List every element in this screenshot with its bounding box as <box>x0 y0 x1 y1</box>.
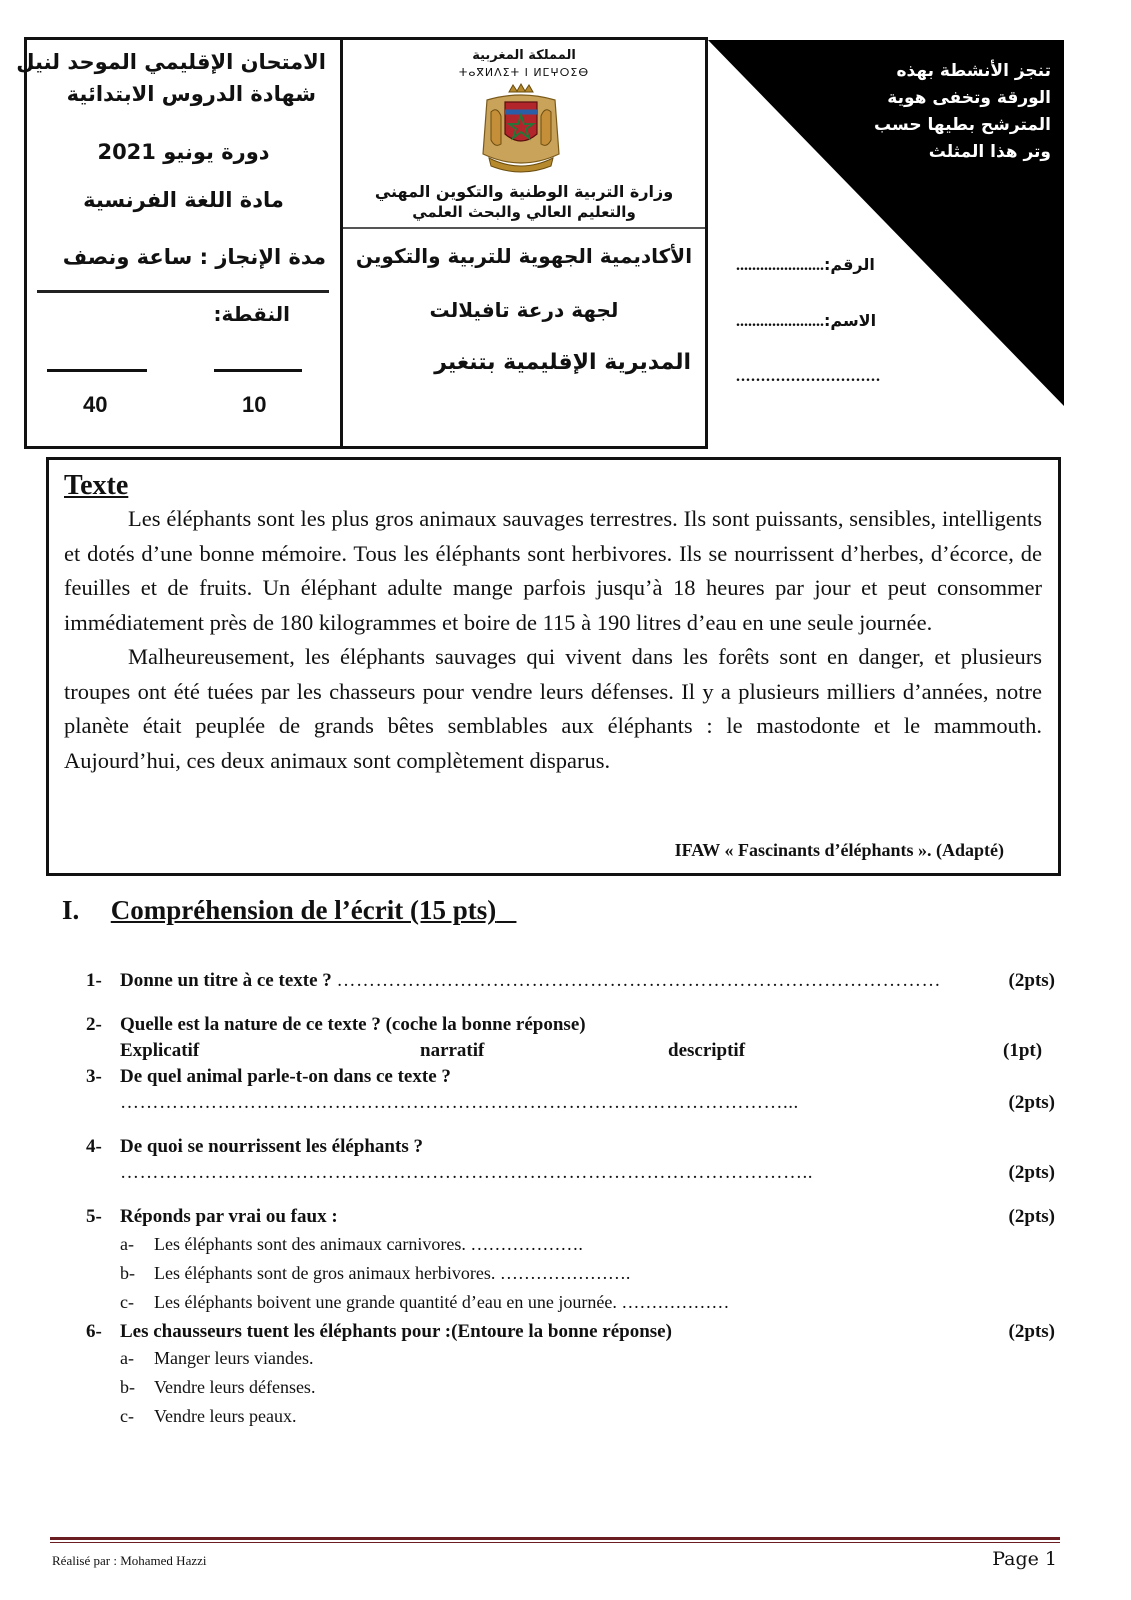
question-1-points: (2pts) <box>1008 970 1055 991</box>
question-3-text: De quel animal parle-t-on dans ce texte ? <box>120 1066 451 1087</box>
score-total-40: 40 <box>83 392 108 417</box>
footer-page-number: Page 1 <box>992 1548 1057 1570</box>
text-paragraph-2: Malheureusement, les éléphants sauvages qui vivent dans les forêts sont en danger, et plusieurs troupes ont été tuées par les chasseurs pour vendre leurs défenses. Il y a plusieurs milliers d’années, notre planète était peuplée de grands bêtes semblables aux éléphants : le mastodonte et le mammouth. Aujourd’hui, ces deux animaux sont complètement disparus. <box>64 644 1042 773</box>
question-4-answer-row <box>86 1162 1061 1184</box>
item-text: Les éléphants boivent une grande quantité d’eau en une journée. ……………… <box>154 1292 730 1312</box>
candidate-number-dots: ...................... <box>736 257 824 274</box>
section-title: Compréhension de l’écrit (15 pts) <box>110 895 497 925</box>
candidate-extra-field[interactable] <box>736 366 881 386</box>
candidate-number-field[interactable] <box>736 255 875 275</box>
fold-instruction-line3: المترشح بطيها حسب <box>874 115 1051 135</box>
item-letter: c- <box>120 1406 134 1426</box>
exam-header-box <box>16 37 708 449</box>
academy-line1: الأكاديمية الجهوية للتربية والتكوين <box>355 244 693 268</box>
question-5-item-b[interactable] <box>120 1263 630 1284</box>
question-5-text: Réponds par vrai ou faux : <box>120 1206 338 1227</box>
question-4 <box>86 1136 1061 1158</box>
item-letter: a- <box>120 1348 134 1368</box>
footer-author: Réalisé par : Mohamed Hazzi <box>52 1553 207 1568</box>
section-heading <box>62 895 516 926</box>
candidate-number-label: الرقم: <box>824 255 875 274</box>
question-5-number: 5- <box>86 1206 102 1227</box>
option-descriptif[interactable]: descriptif <box>668 1040 746 1061</box>
candidate-extra-dots: ............................. <box>736 368 881 385</box>
candidate-name-dots: ...................... <box>736 313 824 330</box>
exam-info-cell <box>16 40 340 446</box>
academy-line2: لجهة درعة تافيلالت <box>429 298 619 322</box>
question-5-item-a[interactable] <box>120 1234 583 1255</box>
question-6-item-a[interactable] <box>120 1348 313 1369</box>
question-1 <box>86 970 1061 992</box>
institution-cell <box>343 40 705 446</box>
question-4-points: (2pts) <box>1008 1162 1055 1183</box>
question-3-answer-row <box>86 1092 1061 1114</box>
exam-session: دورة يونيو 2021 <box>97 140 270 164</box>
question-6-item-b[interactable] <box>120 1377 315 1398</box>
score-line-right <box>214 369 302 372</box>
item-text: Vendre leurs peaux. <box>154 1406 297 1426</box>
score-label: النقطة: <box>213 302 290 326</box>
ministry-line1: وزارة التربية الوطنية والتكوين المهني <box>374 182 674 201</box>
footer-rule-thick <box>50 1537 1060 1540</box>
score-line-left <box>47 369 147 372</box>
question-2-number: 2- <box>86 1014 102 1035</box>
cell-divider <box>37 290 329 293</box>
footer-rule-thin <box>50 1542 1060 1543</box>
question-1-answer-line[interactable]: ………………………………………………………………………………… <box>336 970 942 991</box>
moroccan-coat-of-arms-icon <box>473 82 569 176</box>
question-6-points: (2pts) <box>1008 1321 1055 1342</box>
question-1-number: 1- <box>86 970 102 991</box>
exam-title-line2: شهادة الدروس الابتدائية <box>66 82 316 106</box>
question-4-text: De quoi se nourrissent les éléphants ? <box>120 1136 423 1157</box>
option-explicatif[interactable]: Explicatif <box>120 1040 200 1061</box>
question-2-text: Quelle est la nature de ce texte ? (coche la bonne réponse) <box>120 1014 586 1035</box>
ministry-line2: والتعليم العالي والبحث العلمي <box>412 203 636 221</box>
item-text: Les éléphants sont de gros animaux herbivores. …………………. <box>154 1263 631 1283</box>
question-4-number: 4- <box>86 1136 102 1157</box>
question-2 <box>86 1014 1061 1036</box>
question-1-text: Donne un titre à ce texte ? <box>120 970 332 991</box>
question-5-item-c[interactable] <box>120 1292 729 1313</box>
item-text: Manger leurs viandes. <box>154 1348 314 1368</box>
institution-divider <box>343 227 705 229</box>
item-letter: b- <box>120 1263 135 1283</box>
question-6-item-c[interactable] <box>120 1406 296 1427</box>
question-6-number: 6- <box>86 1321 102 1342</box>
provincial-directorate: المديرية الإقليمية بتنغير <box>434 350 691 375</box>
fold-instruction-line2: الورقة وتخفى هوية <box>887 88 1051 108</box>
section-number: I. <box>62 895 80 925</box>
item-letter: c- <box>120 1292 134 1312</box>
question-5 <box>86 1206 1061 1228</box>
question-3-answer-line[interactable]: …………………………………………………………………………………………... <box>120 1092 799 1113</box>
text-source: IFAW « Fascinants d’éléphants ». (Adapté) <box>674 840 1004 860</box>
question-6 <box>86 1321 1061 1343</box>
question-3 <box>86 1066 1061 1088</box>
score-total-10: 10 <box>242 392 267 417</box>
option-narratif[interactable]: narratif <box>420 1040 485 1061</box>
question-3-points: (2pts) <box>1008 1092 1055 1113</box>
exam-title-line1: الامتحان الإقليمي الموحد لنيل <box>16 50 326 74</box>
reading-text-box <box>46 457 1061 876</box>
question-3-number: 3- <box>86 1066 102 1087</box>
question-4-answer-line[interactable]: …………………………………………………………………………………………….. <box>120 1162 813 1183</box>
fold-instruction-line4: وتر هذا المثلث <box>928 142 1051 162</box>
question-2-points: (1pt) <box>1003 1040 1043 1061</box>
text-paragraph-1: Les éléphants sont les plus gros animaux sauvages terrestres. Ils sont puissants, sensibles, intelligents et dotés d’une bonne mémoire. Tous les éléphants sont herbivores. Ils se nourrissent d’herbes, d’écorce, de feuilles et de fruits. Un éléphant adulte mange parfois jusqu’à 18 heures par jour et peut consommer immédiatement près de 180 kilogrammes et boire de 115 à 190 litres d’eau en une seule journée. <box>64 506 1042 635</box>
kingdom-name-arabic: المملكة المغربية <box>472 48 576 63</box>
text-title: Texte <box>64 470 129 501</box>
candidate-name-field[interactable] <box>736 311 876 331</box>
fold-instruction-line1: تنجز الأنشطة بهذه <box>896 61 1051 81</box>
question-6-text: Les chausseurs tuent les éléphants pour :(Entoure la bonne réponse) <box>120 1321 672 1342</box>
candidate-name-label: الاسم: <box>824 311 877 330</box>
item-letter: b- <box>120 1377 135 1397</box>
item-text: Les éléphants sont des animaux carnivores. ………………. <box>154 1234 583 1254</box>
exam-subject: مادة اللغة الفرنسية <box>83 188 284 212</box>
item-letter: a- <box>120 1234 134 1254</box>
question-5-points: (2pts) <box>1008 1206 1055 1227</box>
kingdom-name-tifinagh: ⵜⴰⴳⵍⴷⵉⵜ ⵏ ⵍⵎⵖⵔⵉⴱ <box>458 66 590 79</box>
item-text: Vendre leurs défenses. <box>154 1377 316 1397</box>
exam-duration: مدة الإنجاز : ساعة ونصف <box>62 245 326 269</box>
fold-instructions <box>874 58 1051 166</box>
